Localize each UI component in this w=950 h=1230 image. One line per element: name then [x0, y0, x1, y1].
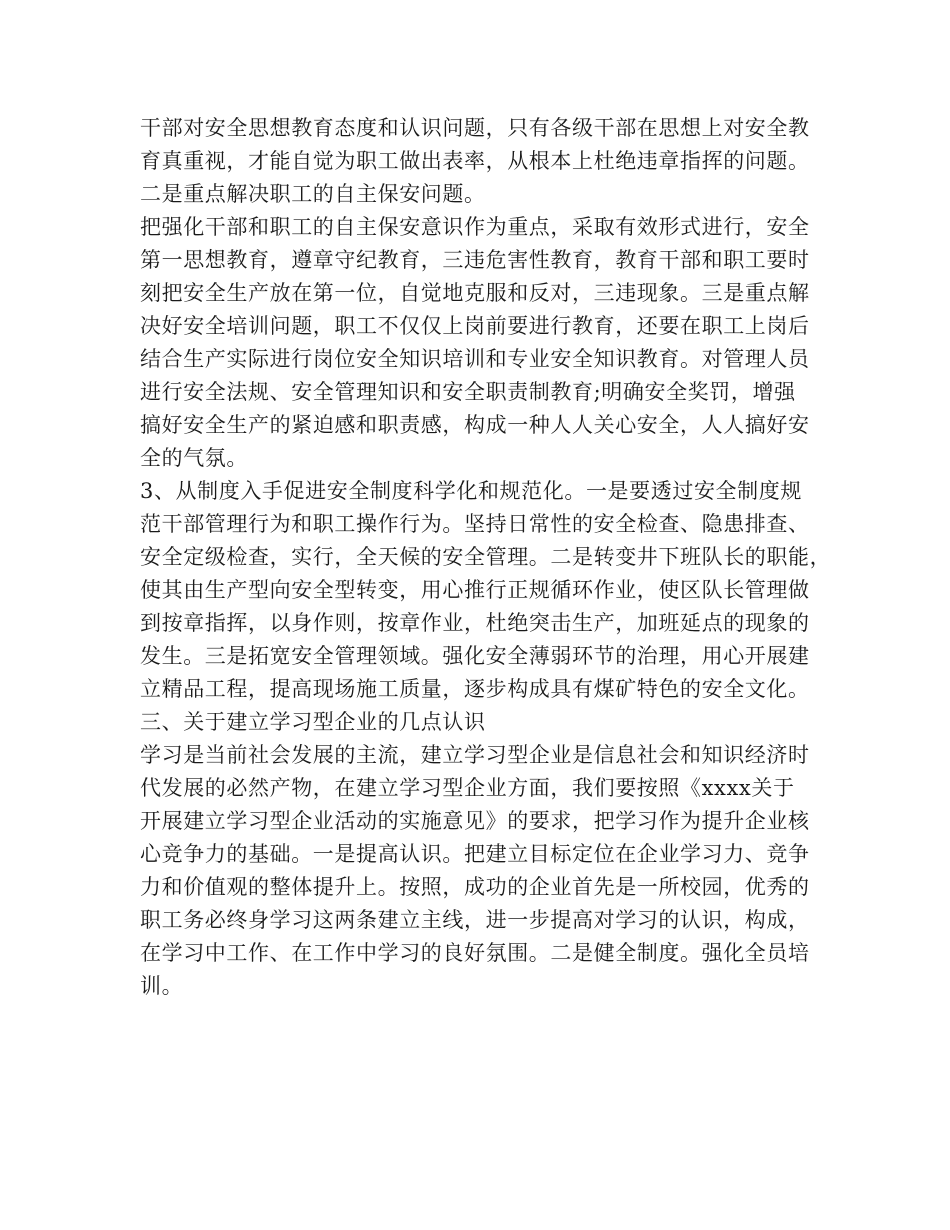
text-line-20: 学习是当前社会发展的主流，建立学习型企业是信息社会和知识经济时: [140, 743, 810, 767]
text-line-2: 育真重视，才能自觉为职工做出表率，从根本上杜绝违章指挥的问题。: [140, 149, 810, 173]
document-body: [140, 112, 830, 1003]
text-line-1: 干部对安全思想教育态度和认识问题，只有各级干部在思想上对安全教: [140, 116, 810, 140]
text-line-13: 范干部管理行为和职工操作行为。坚持日常性的安全检查、隐患排查、: [140, 512, 810, 536]
text-line-23: 心竞争力的基础。一是提高认识。把建立目标定位在企业学习力、竞争: [140, 842, 810, 866]
text-line-6: 刻把安全生产放在第一位，自觉地克服和反对，三违现象。三是重点解: [140, 281, 810, 305]
text-line-21: 代发展的必然产物，在建立学习型企业方面，我们要按照《xxxx关于: [140, 776, 795, 800]
text-line-27: 训。: [140, 974, 184, 998]
text-line-3: 二是重点解决职工的自主保安问题。: [140, 182, 486, 206]
section-heading: 三、关于建立学习型企业的几点认识: [140, 710, 486, 734]
text-line-5: 第一思想教育，遵章守纪教育，三违危害性教育，教育干部和职工要时: [140, 248, 810, 272]
text-line-15: 使其由生产型向安全型转变，用心推行正规循环作业，使区队长管理做: [140, 578, 810, 602]
text-line-14: 安全定级检查，实行，全天候的安全管理。二是转变井下班队长的职能，: [140, 545, 832, 569]
text-line-26: 在学习中工作、在工作中学习的良好氛围。二是健全制度。强化全员培: [140, 941, 810, 965]
text-line-25: 职工务必终身学习这两条建立主线，进一步提高对学习的认识，构成，: [140, 908, 810, 932]
text-line-10: 搞好安全生产的紧迫感和职责感，构成一种人人关心安全，人人搞好安: [140, 413, 810, 437]
text-line-8: 结合生产实际进行岗位安全知识培训和专业安全知识教育。对管理人员: [140, 347, 810, 371]
text-line-18: 立精品工程，提高现场施工质量，逐步构成具有煤矿特色的安全文化。: [140, 677, 810, 701]
text-line-16: 到按章指挥，以身作则，按章作业，杜绝突击生产，加班延点的现象的: [140, 611, 810, 635]
text-line-11: 全的气氛。: [140, 446, 248, 470]
text-line-12: 3、从制度入手促进安全制度科学化和规范化。一是要透过安全制度规: [140, 479, 802, 503]
text-line-4: 把强化干部和职工的自主保安意识作为重点，采取有效形式进行，安全: [140, 215, 810, 239]
text-line-24: 力和价值观的整体提升上。按照，成功的企业首先是一所校园，优秀的: [140, 875, 810, 899]
text-line-17: 发生。三是拓宽安全管理领域。强化安全薄弱环节的治理，用心开展建: [140, 644, 810, 668]
text-line-9: 进行安全法规、安全管理知识和安全职责制教育;明确安全奖罚，增强: [140, 380, 796, 404]
text-line-22: 开展建立学习型企业活动的实施意见》的要求，把学习作为提升企业核: [140, 809, 810, 833]
text-line-7: 决好安全培训问题，职工不仅仅上岗前要进行教育，还要在职工上岗后: [140, 314, 810, 338]
